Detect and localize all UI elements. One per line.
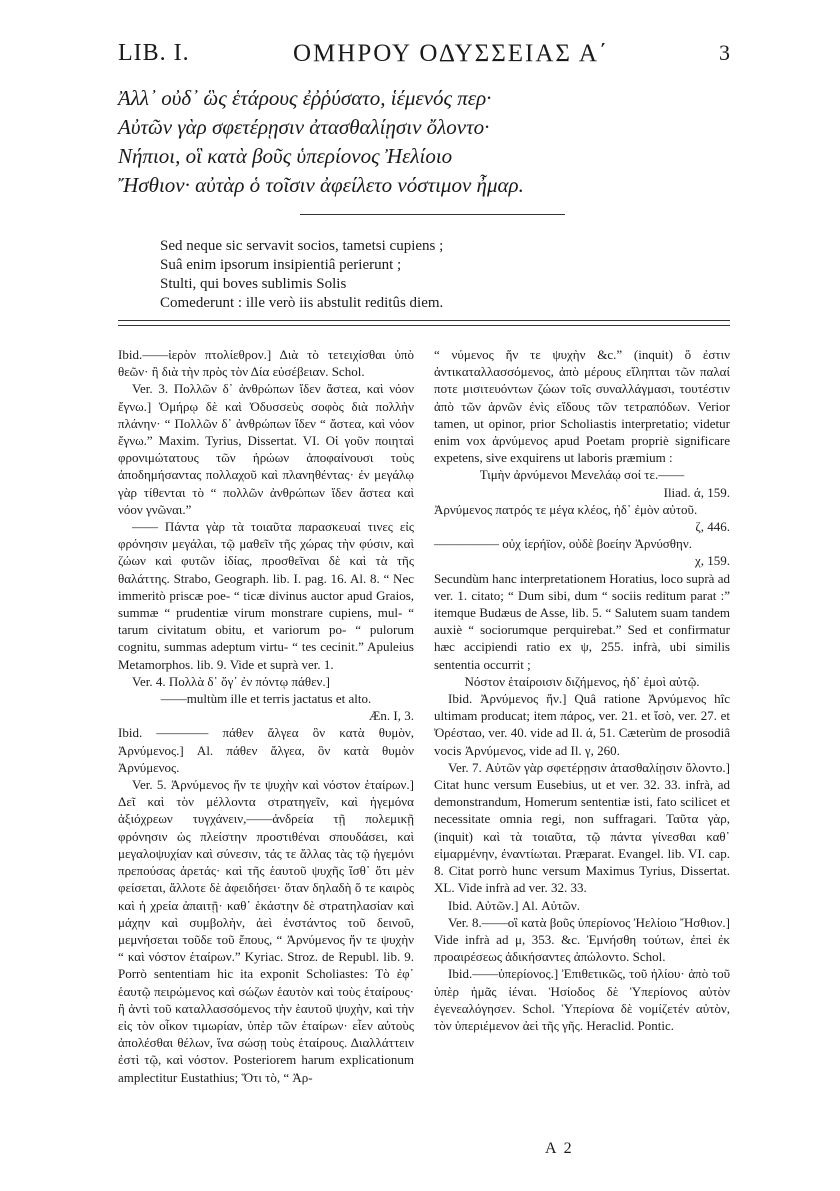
note-paragraph: Ibid. Ἀρνύμενος ἥν.] Quâ ratione Ἀρνύμενος hîc ultimam producat; item πάρος, ver. 21. et ἴσὸ, ver. 27. et Ὀρέσταο, ver. 40. vide ad Il. ά, 51. Cæterùm de prosodiâ vocis Ἀρνύμενος, vide ad Il. γ, 260. xyxy=(434,691,730,758)
note-paragraph: Ibid. Αὐτῶν.] Al. Αὐτῶν. xyxy=(448,897,580,913)
note-paragraph: Ver. 4. Πολλὰ δ᾽ ὅγ᾽ ἐν πόντῳ πάθεν.] xyxy=(132,673,330,689)
note-paragraph: Ver. 5. Ἀρνύμενος ἥν τε ψυχὴν καὶ νόστον ἑταίρων.] Δεῖ καὶ τὸν μέλλοντα στρατηγεῖν, καὶ ἡγεμόνα ἀξιόχρεων τυγχάνειν,——ἀνδρεία τῇ πολεμικῇ φρόνησιν ὡς πλείστην προστιθέναι σπουδάσει, καὶ μεγαλοψυχίαν καὶ σύνεσιν, τάς τε ἄλλας τὰς τῷ ἡγεμόνι πρεπούσας ἀρετάς· καὶ τῆς ἑαυτοῦ ψυχῆς ἴσθ᾽ ὅτι μὲν φείσεται, ἄλλοτε δὲ ἀφειδήσει· ὅταν δηλαδὴ ὅ τε καιρὸς καὶ ἡ χρεία ἀπαιτῇ· καθ᾽ ἑκάστην δὲ στρατηλασίαν καὶ μάχην καὶ συμβολὴν, ἀεὶ ἐνστάντος τοῦ δεινοῦ, μεμνήσεται τοῦδε τοῦ ἔπους, “ Ἀρνύμενος ἥν τε ψυχὴν “ καὶ νόστον ἑταίρων.” Kyriac. Stroz. de Republ. lib. 9. Porrò sententiam hic ita exponit Scholiastes: Τὸ ἐφ᾽ ἑαυτῷ πειρώμενος καὶ σώζων ἑαυτὸν καὶ τοὺς ἑταίρους· ἢ ἀντὶ τοῦ καταλλασσόμενος τὴν ἑαυτοῦ ψυχὴν, καὶ τὴν εἰς τὸν οἶκον τιμωρίαν, ὑπὲρ τῶν ἑταίρων· εἶεν αὐτοὺς ἀπολέσθαι θέλων, ἵνα σώσῃ τοὺς ἑταίρους. Διαλλάττειν ἐστὶ τῷ, καὶ νόστον. Posteriorem harum explicationum amplectitur Eustathius; Ὅτι τὸ, “ Ἀρ- xyxy=(118,777,414,1085)
translation-line: Sed neque sic servavit socios, tametsi cupiens ; xyxy=(160,238,444,254)
note-paragraph: Ibid.——ὑπερίονος.] Ἐπιθετικῶς, τοῦ ἡλίου· ἀπὸ τοῦ ὑπὲρ ἡμᾶς ἰέναι. Ἡσίοδος δὲ Ὑπερίονος αὐτὸν ἐγενεαλόγησεν. Schol. Ὑπερίονα δὲ νομίζετέν αὐτὸν, τὸν ὑπεριέμενον ἀεὶ τῆς γῆς. Heraclid. Pontic. xyxy=(434,966,730,1033)
divider xyxy=(300,214,565,215)
running-header xyxy=(118,40,730,74)
citation: Iliad. ά, 159. xyxy=(663,484,730,500)
note-paragraph: Ver. 3. Πολλῶν δ᾽ ἀνθρώπων ἴδεν ἄστεα, καὶ νόον ἔγνω.] Ὁμήρῳ δὲ καὶ Ὀδυσσεὺς σοφὸς διὰ πολλὴν πλάνην· “ Πολλῶν δ᾽ ἀνθρώπων ἴδεν “ ἄστεα, καὶ νόον ἔγνω.” Maxim. Tyrius, Dissertat. VI. Οἱ γοῦν ποιηταὶ φρονιμώτατους τῶν ἡρώων ἀποφαίνουσι τοὺς ἀποδημήσαντας πολλαχοῦ καὶ πλανηθέντας· ἐν μεγάλῳ γὰρ τίθενται τὸ “ πολλῶν ἀνθρώπων ἴδεν ἄστεα καὶ νόον γνῶναι.” xyxy=(118,381,414,517)
translation-line: Stulti, qui boves sublimis Solis xyxy=(160,276,347,292)
note-paragraph: —— Πάντα γὰρ τὰ τοιαῦτα παρασκευαί τινες εἰς φρόνησιν μεγάλαι, τῷ μαθεῖν τῆς χώρας τὴν φύσιν, καὶ ζώων καὶ φυτῶν ἰδίας, προσθεῖναι δὲ καὶ τὰ τῆς θαλάττης. Strabo, Geograph. lib. I. pag. 16. Al. 8. “ Nec immeritò priscæ poe- “ ticæ divinus auctor apud Graios, summæ “ prudentiæ virum monstrare cupiens, mul- “ tarum civitatum obitu, et variorum po- “ pulorum cognitu, summas adeptum virtu- “ tes cecinit.” Apuleius Metamorphos. lib. 9. Vide et suprà ver. 1. xyxy=(118,519,414,672)
verse-line: Ἀλλ᾽ οὐδ᾽ ὣς ἑτάρους ἐῤῥύσατο, ἱέμενός περ· xyxy=(118,86,492,110)
note-paragraph: Ver. 8.——οἳ κατὰ βοῦς ὑπερίονος Ἠελίοιο Ἤσθιον.] Vide infrà ad μ, 353. &c. Ἐμνήσθη τούτων, ἐπεὶ ἐκ προαιρέσεως ἀδικήσαντες ἀπώλοντο. Schol. xyxy=(434,914,730,965)
note-paragraph: Ibid.——ἱερὸν πτολίεθρον.] Διὰ τὸ τετειχίσθαι ὑπὸ θεῶν· ἢ διὰ τὴν πρὸς τὸν Δία εὐσέβειαν. Schol. xyxy=(118,347,414,380)
translation-line: Suâ enim ipsorum insipientiâ perierunt ; xyxy=(160,257,402,273)
verse-line: Νήπιοι, οἳ κατὰ βοῦς ὑπερίονος Ἠελίοιο xyxy=(118,144,453,168)
citation: ζ, 446. xyxy=(695,519,730,535)
quotation-line: Ἀρνύμενος πατρός τε μέγα κλέος, ἠδ᾽ ἐμὸν αὐτοῦ. xyxy=(434,501,698,517)
greek-verses xyxy=(118,84,730,200)
divider xyxy=(118,320,730,321)
note-paragraph: “ νύμενος ἥν τε ψυχὴν &c.” (inquit) ὅ ἐστιν ἀντικαταλλασσόμενος, ἀπὸ μέρους εἴληπται τῶν παλαί ποτε μισιτευόντων ζώων τοῖς συναλλάγμασι, τουτέστιν ἀπὸ τῶν ἀρνῶν ἐνὶς εἴδους τῶν τετραπόδων. Verior tamen, ut opinor, prior Scholiastis interpretatio; videtur enim vox ἀρνύμενος apud Poetam propriè significare expetens, sive exquirens ut laboris præmium : xyxy=(434,347,730,466)
running-title: ΟΜΗΡΟΥ ΟΔΥΣΣΕΙΑΣ Α΄ xyxy=(293,40,610,67)
citation: χ, 159. xyxy=(694,553,730,569)
note-paragraph: Ver. 7. Αὐτῶν γὰρ σφετέρῃσιν ἀτασθαλίῃσιν ὄλοντο.] Citat hunc versum Eusebius, ut et ver. 32. 33. infrà, ad demonstrandum, Homerum sententiæ isti, fato scilicet et necessitate omnia regi, non suffragari. Ταῦτα γὰρ, (inquit) καὶ τὰ τοιαῦτα, τῷ πάντα γίνεσθαι καθ᾽ εἱμαρμένην, ἐναντίωται. Præparat. Evangel. lib. VI. cap. 8. Citat porrò hunc versum Maximus Tyrius, Dissertat. XL. Vide infrà ad ver. 32. 33. xyxy=(434,759,730,896)
note-paragraph: Secundùm hanc interpretationem Horatius, loco suprà ad ver. 1. citato; “ Dum sibi, dum “ sociis reditum parat :” itemque Budæus de Asse, lib. 5. “ Salutem suam tandem auxiè “ sociorumque perquirebat.” Sed et confirmatur hæc accipiendi ratio ex ψ, 255. infrà, ubi similis sententia occurrit ; xyxy=(434,570,730,672)
quotation-line: ————— οὐχ ἱερήϊον, οὐδὲ βοείην Ἀρνύσθην. xyxy=(434,536,692,552)
commentary-left-column xyxy=(118,346,414,1086)
signature-mark: A 2 xyxy=(545,1140,574,1157)
quotation-line: ——multùm ille et terris jactatus et alto. xyxy=(160,691,372,707)
commentary-right-column xyxy=(434,346,730,1034)
translation-line: Comederunt : ille verò iis abstulit reditûs diem. xyxy=(160,295,444,311)
quotation-line: Νόστον ἑταίροισιν διζήμενος, ἠδ᾽ ἐμοὶ αὐτῷ. xyxy=(464,673,700,689)
note-paragraph: Ibid. ———— πάθεν ἄλγεα ὃν κατὰ θυμὸν, Ἀρνύμενος.] Al. πάθεν ἄλγεα, ὃν κατὰ θυμὸν Ἀρνύμενος. xyxy=(118,725,414,775)
latin-translation xyxy=(160,237,720,313)
page-number: 3 xyxy=(719,40,730,65)
quotation-line: Τιμὴν ἀρνύμενοι Μενελάῳ σοί τε.—— xyxy=(479,467,685,483)
verse-line: Ἤσθιον· αὐτὰρ ὁ τοῖσιν ἀφείλετο νόστιμον ἦμαρ. xyxy=(118,173,524,197)
verse-line: Αὐτῶν γὰρ σφετέρῃσιν ἀτασθαλίῃσιν ὄλοντο· xyxy=(118,115,490,139)
citation: Æn. I, 3. xyxy=(368,708,414,724)
book-label: LIB. I. xyxy=(118,40,190,66)
divider xyxy=(118,325,730,326)
